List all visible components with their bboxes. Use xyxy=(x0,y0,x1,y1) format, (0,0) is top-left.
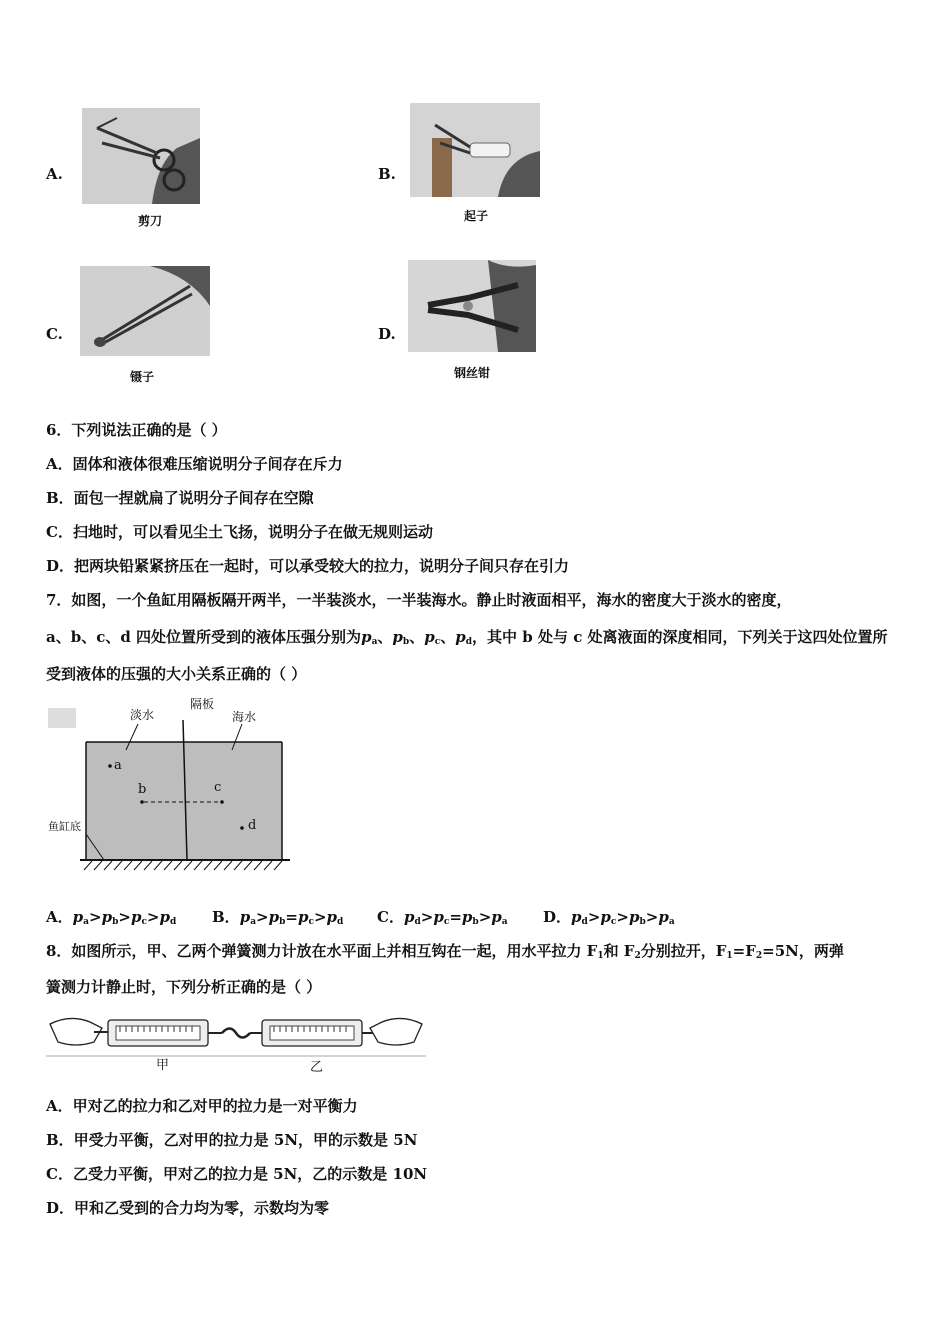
option-letter: A. xyxy=(46,165,63,183)
q8-option-b: B．甲受力平衡，乙对甲的拉力是 5N，甲的示数是 5N xyxy=(46,1131,418,1149)
q7-option-c: C．$p_d>p_c=p_b>p_a$ xyxy=(377,908,508,927)
label-yi: 乙 xyxy=(310,1060,324,1075)
q8-option-d: D．甲和乙受到的合力均为零，示数均为零 xyxy=(46,1199,330,1217)
q7-option-a: A．$p_a>p_b>p_c>p_d$ xyxy=(46,908,177,927)
bottle-opener-icon xyxy=(410,103,540,197)
q7-stem-line3: 受到液体的压强的大小关系正确的（ ） xyxy=(46,665,307,683)
photo-caption: 起子 xyxy=(463,209,488,223)
q8-stem-line2: 簧测力计静止时，下列分析正确的是（ ） xyxy=(46,978,322,996)
q7-option-d: D．$p_d>p_c>p_b>p_a$ xyxy=(543,908,675,927)
q6-option-b: B．面包一捏就扁了说明分子间存在空隙 xyxy=(46,489,314,507)
q7-stem-line2: a、b、c、d 四处位置所受到的液体压强分别为$p_a$、$p_b$、$p_c$、$p_d$，其中 b 处与 c 处离液面的深度相同，下列关于这四处位置所 xyxy=(46,628,888,647)
label-fresh-water: 淡水 xyxy=(130,708,155,722)
aquarium-diagram xyxy=(46,694,292,878)
label-tank-bottom: 鱼缸底 xyxy=(48,820,81,833)
point-a-label: a xyxy=(114,758,122,773)
photo-caption: 镊子 xyxy=(129,370,154,384)
scissors-icon xyxy=(82,108,200,204)
pliers-icon xyxy=(408,260,536,352)
point-d-label: d xyxy=(248,818,257,833)
option-letter: B. xyxy=(378,165,396,183)
q6-stem: 6．下列说法正确的是（ ） xyxy=(46,421,227,439)
q7-option-b: B．$p_a>p_b=p_c>p_d$ xyxy=(212,908,344,927)
photo-caption: 剪刀 xyxy=(137,214,162,228)
tweezers-icon xyxy=(80,266,210,356)
q6-option-a: A．固体和液体很难压缩说明分子间存在斥力 xyxy=(46,455,343,473)
label-sea-water: 海水 xyxy=(232,710,257,724)
q8-option-a: A．甲对乙的拉力和乙对甲的拉力是一对平衡力 xyxy=(46,1097,358,1115)
point-b-label: b xyxy=(138,782,147,797)
point-c-label: c xyxy=(214,780,222,795)
label-jia: 甲 xyxy=(156,1058,170,1073)
photo-caption: 钢丝钳 xyxy=(453,366,490,380)
q6-option-d: D．把两块铅紧紧挤压在一起时，可以承受较大的拉力，说明分子间只存在引力 xyxy=(46,557,570,575)
q7-stem-suffix: 其中 b 处与 c 处离液面的深度相同，下列关于这四处位置所 xyxy=(487,628,888,646)
option-letter: D. xyxy=(378,325,396,343)
q8-option-c: C．乙受力平衡，甲对乙的拉力是 5N，乙的示数是 10N xyxy=(46,1165,428,1183)
q6-option-c: C．扫地时，可以看见尘土飞扬，说明分子在做无规则运动 xyxy=(46,523,433,541)
spring-scale-diagram xyxy=(46,1010,426,1074)
label-partition: 隔板 xyxy=(190,697,215,711)
q7-stem-prefix: a、b、c、d 四处位置所受到的液体压强分别为 xyxy=(46,628,362,646)
option-letter: C. xyxy=(46,325,63,343)
q8-stem-line1: 8．如图所示，甲、乙两个弹簧测力计放在水平面上并相互钩在一起，用水平拉力 $F_1$和 $F_2$分别拉开，$F_1=F_2=5N$，两弹 xyxy=(46,942,844,961)
q7-stem-line1: 7．如图，一个鱼缸用隔板隔开两半，一半装淡水，一半装海水。静止时液面相平，海水的密度大于淡水的密度， xyxy=(46,591,792,609)
